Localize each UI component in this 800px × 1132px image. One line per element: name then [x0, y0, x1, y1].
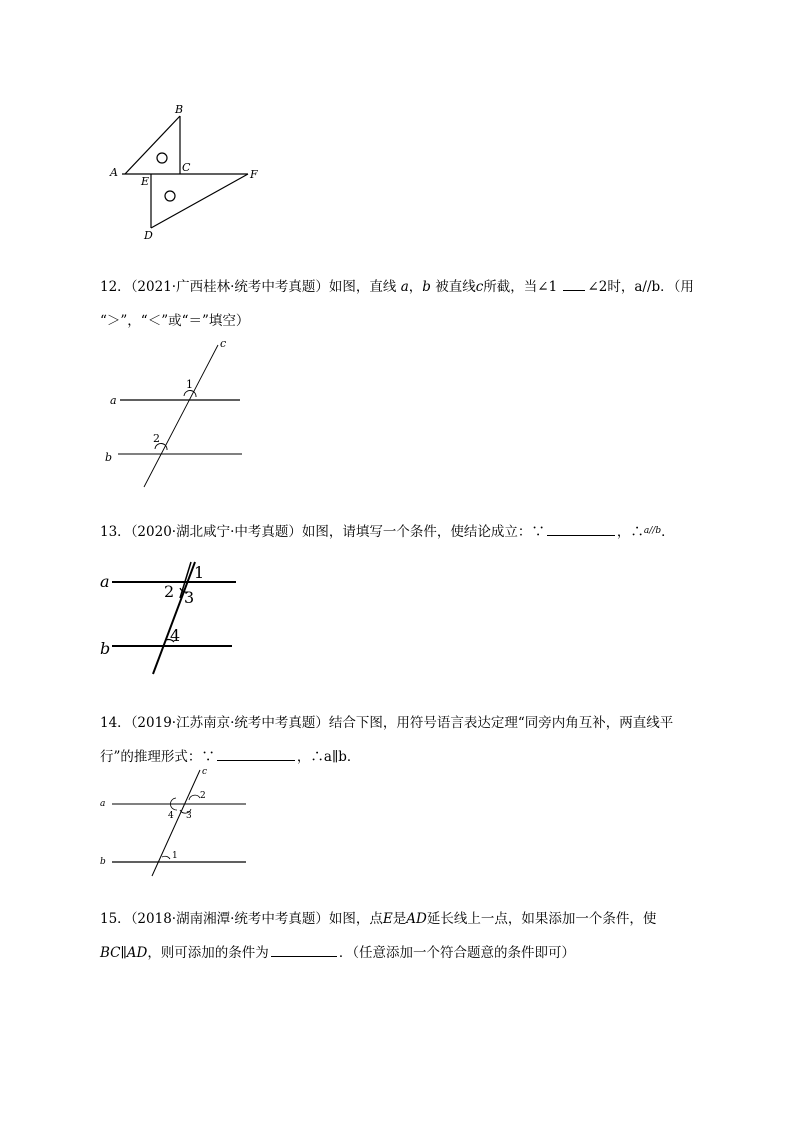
condition-bc-parallel-ad: BC∥AD — [100, 945, 148, 961]
question-source: （2020·湖北咸宁·中考真题） — [130, 524, 302, 540]
question-text-line2: ．（任意添加一个符合题意的条件即可） — [338, 945, 576, 961]
var-ad: AD — [406, 911, 427, 927]
label-a: a — [110, 394, 117, 407]
question-text: 如图，请填写一个条件，使结论成立：∵ — [301, 524, 545, 540]
question-source: （2018·湖南湘潭·统考中考真题） — [130, 911, 329, 927]
conclusion-ab: a//b — [643, 526, 662, 536]
answer-blank[interactable] — [217, 746, 295, 761]
line-c — [144, 345, 218, 487]
angle-2-arc — [189, 795, 200, 800]
question-text: 是 — [392, 911, 407, 927]
question-text: ，∴ — [616, 524, 644, 540]
question-text: 延长线上一点，如果添加一个条件，使 — [426, 911, 657, 927]
segment-df — [151, 174, 248, 228]
label-c: c — [202, 767, 208, 777]
label-e: E — [141, 175, 150, 188]
question-text: 如图，直线 — [328, 279, 397, 295]
label-b: b — [105, 451, 113, 464]
var-b: b — [422, 279, 431, 295]
var-a: a — [400, 279, 409, 295]
label-angle-4: 4 — [170, 626, 181, 645]
segment-ab — [125, 116, 180, 174]
question-text: ∠2时，a//b．（用 — [587, 279, 694, 295]
label-a: A — [110, 166, 118, 179]
label-angle-2: 2 — [200, 791, 206, 801]
label-d: D — [144, 229, 153, 242]
question-text-line2: “＞”，“＜”或“＝”填空） — [100, 313, 250, 329]
label-b: B — [175, 103, 184, 116]
right-angle-marker-2 — [165, 191, 175, 201]
var-c: c — [475, 279, 484, 295]
label-a: a — [100, 799, 106, 809]
label-c: c — [220, 337, 227, 350]
question-12 — [100, 270, 720, 338]
question-text: ， — [408, 279, 423, 295]
question-text: 被直线 — [435, 279, 476, 295]
label-b: b — [100, 639, 111, 658]
label-f: F — [250, 168, 258, 181]
label-angle-4: 4 — [168, 811, 174, 821]
question-number: 15． — [100, 911, 131, 927]
angle-1-arc — [162, 856, 170, 859]
label-angle-1: 1 — [194, 563, 205, 582]
label-angle-1: 1 — [186, 378, 193, 391]
question-number: 13． — [100, 524, 131, 540]
label-angle-3: 3 — [186, 811, 192, 821]
var-e: E — [382, 911, 393, 927]
question-number: 12． — [100, 279, 131, 295]
question-text-line2: 行”的推理形式：∵ — [100, 749, 215, 765]
label-angle-3: 3 — [184, 588, 195, 607]
question-source: （2019·江苏南京·统考中考真题） — [130, 715, 329, 731]
question-text: 结合下图，用符号语言表达定理“同旁内角互补，两直线平 — [328, 715, 674, 731]
label-a: a — [100, 572, 110, 591]
right-angle-marker-1 — [157, 153, 167, 163]
question-text: ． — [661, 524, 675, 540]
label-angle-2: 2 — [164, 582, 175, 601]
transversal-1 — [153, 562, 195, 674]
question-text-line2: ，∴a∥b． — [296, 749, 361, 765]
figure-q14 — [96, 764, 251, 879]
label-b: b — [100, 857, 106, 867]
question-text: 所截，当∠1 — [483, 279, 558, 295]
figure-q13 — [98, 558, 243, 678]
question-text: 如图，点 — [328, 911, 383, 927]
answer-blank[interactable] — [271, 942, 337, 957]
question-13 — [100, 514, 720, 549]
label-angle-2: 2 — [153, 432, 160, 445]
question-number: 14． — [100, 715, 131, 731]
label-c: C — [182, 161, 191, 174]
question-source: （2021·广西桂林·统考中考真题） — [130, 279, 329, 295]
answer-blank[interactable] — [563, 276, 585, 291]
answer-blank[interactable] — [547, 521, 615, 536]
figure-q12 — [100, 335, 250, 490]
question-15 — [100, 902, 720, 970]
label-angle-1: 1 — [172, 851, 178, 861]
figure-triangles — [100, 98, 270, 248]
question-text-line2: ，则可添加的条件为 — [147, 945, 269, 961]
